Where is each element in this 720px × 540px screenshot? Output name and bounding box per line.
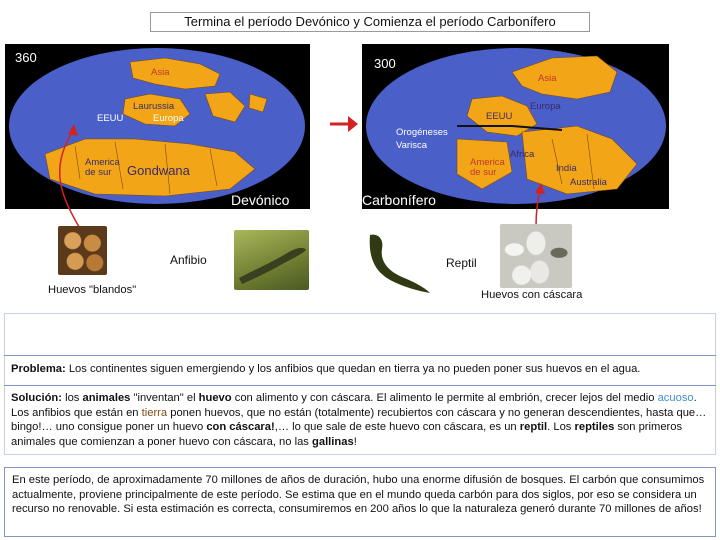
final-note-text: En este período, de aproximadamente 70 millones de años de duración, hubo una enorme difusión de bosques. El carbón que consumimos actualmente, proviene principalmente de este período. Se estima que en el mundo queda carbón para dos siglos, por eso se considera un recurso no renovable. Si esta estimación es correcta, consumiremos en 200 años lo que la naturaleza generó durante 70 millones de años! [12, 474, 705, 515]
soft-eggs-photo [58, 226, 107, 275]
amphibian-silhouette [234, 230, 309, 290]
europa-label: Europa [153, 113, 184, 124]
devonian-label: Devónico [231, 192, 290, 208]
separator [4, 385, 716, 386]
shelled-eggs-caption: Huevos con cáscara [481, 289, 583, 301]
asia-label: Asia [151, 67, 170, 78]
age-label: 300 [374, 56, 396, 71]
carboniferous-label: Carbonífero [362, 192, 436, 208]
final-note-box [4, 467, 716, 537]
separator [4, 355, 716, 356]
reptil-label: Reptil [446, 256, 477, 270]
africa-label: Africa [510, 149, 535, 160]
asia-label: Asia [538, 73, 557, 84]
amphibian-photo [234, 230, 309, 290]
europa-label: Europa [530, 101, 561, 112]
eeuu-label: EEUU [97, 113, 124, 124]
australia-label: Australia [570, 177, 607, 188]
problem-text: Problema: Los continentes siguen emergiendo y los anfibios que quedan en tierra ya no pueden poner sus huevos en el agua. [11, 363, 641, 375]
solution-text: Solución: los animales "inventan" el huevo con alimento y con cáscara. El alimento le permite al embrión, crecer lejos del medio acuoso. Los anfibios que están en tierra ponen huevos, que no están (totalmente) recubiertos con cáscara y no generan descendientes, hasta que… bingo!… uno consigue poner un huevo con cáscara!,… lo que sale de este huevo con cáscara, es un reptil. Los reptiles son primeros animales que comienzan a poner huevo con cáscara, no las gallinas! [11, 392, 707, 448]
page-title: Termina el período Devónico y Comienza el período Carbonífero [150, 12, 590, 32]
reptile-silhouette [360, 227, 432, 297]
laurussia-label: Laurussia [133, 101, 175, 112]
eeuu-label: EEUU [486, 111, 513, 122]
south-america-label: America de sur [470, 157, 505, 178]
gondwana-label: Gondwana [127, 163, 190, 178]
anfibio-label: Anfibio [170, 253, 207, 267]
orogeneses-label: Orogéneses [396, 127, 448, 138]
south-america-label: America de sur [85, 157, 120, 178]
reptile-photo [360, 227, 432, 297]
age-label: 360 [15, 50, 37, 65]
varisca-label: Varisca [396, 140, 427, 151]
shelled-eggs-photo [500, 224, 572, 288]
india-label: India [556, 163, 577, 174]
soft-eggs-caption: Huevos "blandos" [48, 284, 137, 296]
